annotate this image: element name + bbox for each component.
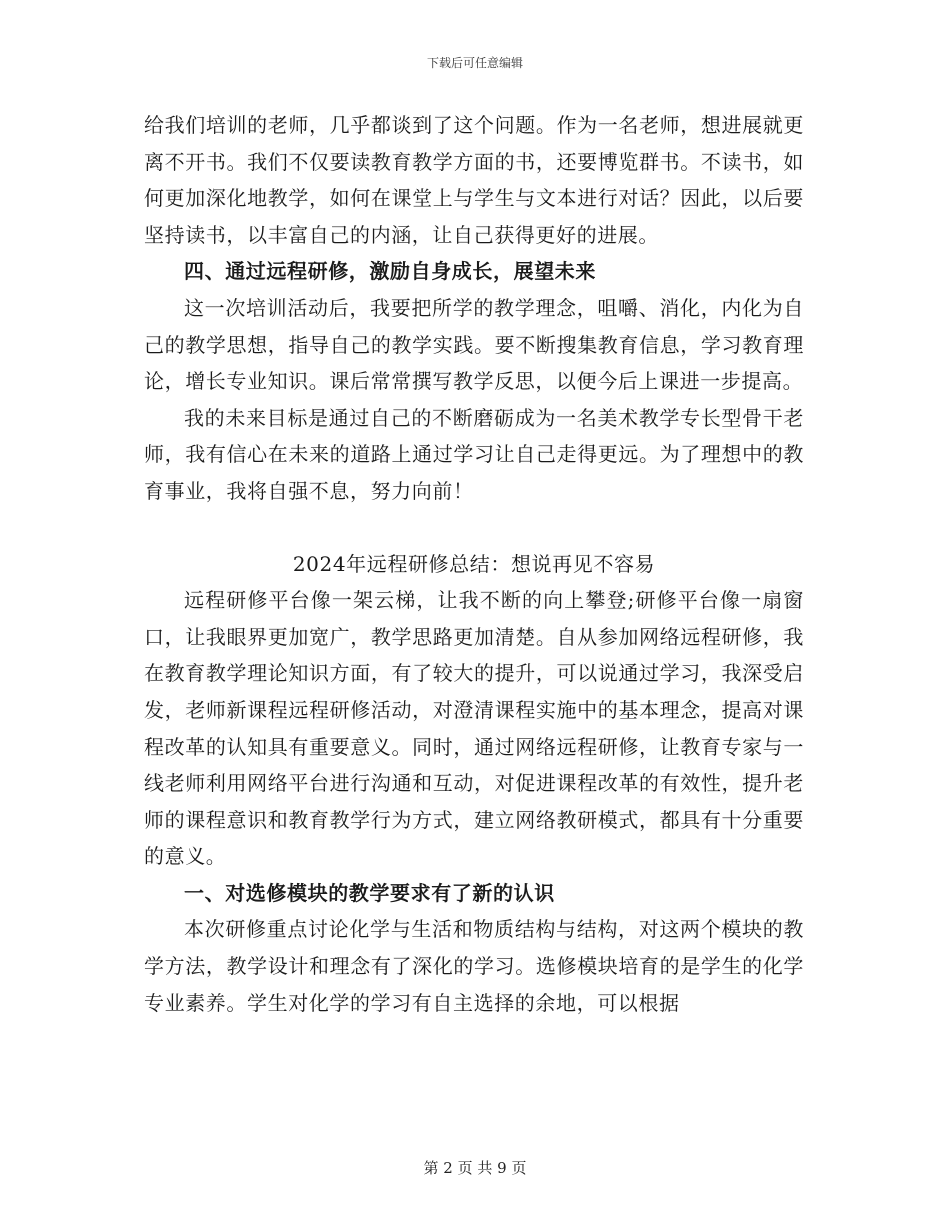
page-header: 下载后可任意编辑 xyxy=(426,56,523,70)
paragraph: 远程研修平台像一架云梯，让我不断的向上攀登;研修平台像一扇窗口，让我眼界更加宽广，教学思路更加清楚。自从参加网络远程研修，我在教育教学理论知识方面，有了较大的提升，可以说通过学习，我深受启发，老师新课程远程研修活动，对澄清课程实施中的基本理念，提高对课程改革的认知具有重要意义。同时，通过网络远程研修，让教育专家与一线老师利用网络平台进行沟通和互动，对促进课程改革的有效性，提升老师的课程意识和教育教学行为方式，建立网络教研模式，都具有十分重要的意义。 xyxy=(144,588,804,869)
paragraph: 我的未来目标是通过自己的不断磨砺成为一名美术教学专长型骨干老师，我有信心在未来的道路上通过学习让自己走得更远。为了理想中的教育事业，我将自强不息，努力向前！ xyxy=(144,405,804,503)
article-title: 2024年远程研修总结：想说再见不容易 xyxy=(292,551,656,576)
section-heading-4: 四、通过远程研修，激励自身成长，展望未来 xyxy=(184,259,596,284)
document-body xyxy=(144,107,804,1021)
paragraph: 这一次培训活动后，我要把所学的教学理念，咀嚼、消化，内化为自己的教学思想，指导自己的教学实践。要不断搜集教育信息，学习教育理论，增长专业知识。课后常常撰写教学反思，以便今后上课进一步提高。 xyxy=(144,295,804,394)
paragraph-continuation: 给我们培训的老师，几乎都谈到了这个问题。作为一名老师，想进展就更离不开书。我们不仅要读教育教学方面的书，还要博览群书。不读书，如何更加深化地教学，如何在课堂上与学生与文本进行对话？因此，以后要坚持读书，以丰富自己的内涵，让自己获得更好的进展。 xyxy=(144,113,804,247)
page-footer: 第 2 页 共 9 页 xyxy=(423,1159,527,1177)
section-heading-1: 一、对选修模块的教学要求有了新的认识 xyxy=(184,880,555,905)
paragraph: 本次研修重点讨论化学与生活和物质结构与结构，对这两个模块的教学方法，教学设计和理念有了深化的学习。选修模块培育的是学生的化学专业素养。学生对化学的学习有自主选择的余地，可以根据 xyxy=(144,917,804,1015)
